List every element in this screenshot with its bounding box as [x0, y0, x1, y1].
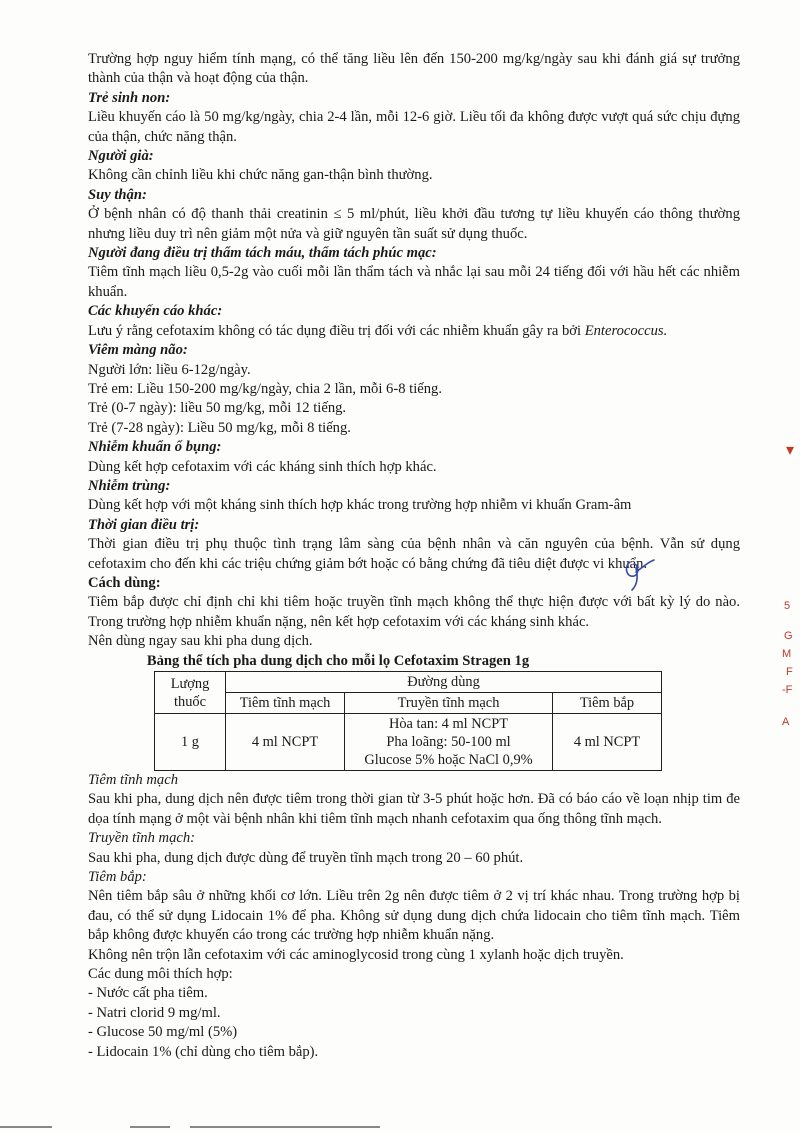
handwritten-initial-icon: [620, 556, 656, 592]
cell-iv: 4 ml NCPT: [226, 714, 345, 771]
edge-mark: F: [786, 666, 793, 678]
reconstitution-table: [154, 671, 662, 771]
section-heading: [88, 89, 740, 108]
paragraph: [88, 946, 740, 965]
paragraph-text: - Natri clorid 9 mg/ml.: [88, 1004, 221, 1021]
sub-header-iv: Tiêm tĩnh mạch: [226, 693, 345, 714]
paragraph: [88, 458, 740, 477]
infusion-line: Hòa tan: 4 ml NCPT: [388, 716, 509, 732]
cell-infusion: [345, 714, 553, 771]
infusion-line: Pha loãng: 50-100 ml: [386, 734, 511, 750]
paragraph-text: Không cần chỉnh liều khi chức năng gan-thận bình thường.: [88, 167, 433, 184]
edge-stamp-marks: [780, 442, 800, 750]
paragraph: [88, 380, 740, 399]
col-drug-header: Lượng thuốc: [155, 672, 226, 714]
infusion-line: Glucose 5% hoặc NaCl 0,9%: [364, 752, 533, 768]
edge-mark: ▾: [786, 442, 795, 459]
italic-term: Enterococcus.: [584, 322, 668, 339]
paragraph-text: - Glucose 50 mg/ml (5%): [88, 1024, 238, 1041]
section-heading: [88, 186, 740, 205]
paragraph: [88, 984, 740, 1003]
paragraph-text: Sau khi pha, dung dịch nên được tiêm trong thời gian từ 3-5 phút hoặc hơn. Đã có báo cáo về loạn nhịp tim đe dọa tính mạng ở một vài bệnh nhân khi tiêm tĩnh mạch nhanh cefotaxim qua ống thông tĩnh mạch.: [88, 791, 740, 827]
paragraph: [88, 887, 740, 945]
paragraph-text: Nên dùng ngay sau khi pha dung dịch.: [88, 633, 313, 650]
paragraph-text: Thời gian điều trị phụ thuộc tình trạng lâm sàng của bệnh nhân và căn nguyên của bệnh. Vẫn sử dụng cefotaxim cho đến khi các triệu chứng giảm bớt hoặc có bằng chứng đã tiêu diệt được vi khuẩn.: [88, 536, 740, 572]
paragraph: [88, 361, 740, 380]
section-heading: [88, 244, 740, 263]
paragraph: [88, 166, 740, 185]
paragraph-text: Liều khuyến cáo là 50 mg/kg/ngày, chia 2-4 lần, mỗi 12-6 giờ. Liều tối đa không được vượt quá sức chịu đựng của thận, chức năng thận.: [88, 109, 740, 145]
paragraph: [88, 1023, 740, 1042]
edge-mark: A: [782, 716, 790, 728]
paragraph-text: - Lidocain 1% (chỉ dùng cho tiêm bắp).: [88, 1043, 319, 1060]
paragraph: [88, 496, 740, 515]
paragraph: [88, 849, 740, 868]
col-route-header: Đường dùng: [226, 672, 662, 693]
bottom-rule: [0, 1126, 52, 1128]
sub-header-infusion: Truyền tĩnh mạch: [345, 693, 553, 714]
paragraph: [88, 593, 740, 632]
paragraph-text: Các khuyến cáo khác:: [88, 303, 223, 320]
paragraph-text: Trẻ (0-7 ngày): liều 50 mg/kg, mỗi 12 tiếng.: [88, 400, 347, 417]
paragraph-text: Dùng kết hợp với một kháng sinh thích hợp khác trong trường hợp nhiễm vi khuẩn Gram-âm: [88, 497, 632, 514]
paragraph-text: Trường hợp nguy hiểm tính mạng, có thể tăng liều lên đến 150-200 mg/kg/ngày sau khi đánh giá sự trưởng thành của thận và hoạt động của thận.: [88, 51, 740, 87]
paragraph-text: Truyền tĩnh mạch:: [88, 830, 196, 847]
paragraph-text: Người lớn: liều 6-12g/ngày.: [88, 361, 251, 378]
paragraph-text: Cách dùng:: [88, 574, 161, 591]
bottom-rule: [130, 1126, 170, 1128]
paragraph-text: Nhiễm trùng:: [88, 477, 171, 494]
cell-dose: 1 g: [155, 714, 226, 771]
cell-im: 4 ml NCPT: [553, 714, 662, 771]
paragraph: [88, 322, 740, 341]
paragraph: [88, 1043, 740, 1062]
section-heading: [88, 341, 740, 360]
bottom-rule: [190, 1126, 380, 1128]
paragraph: [88, 1004, 740, 1023]
paragraph-text: Viêm màng não:: [88, 342, 188, 359]
paragraph: [88, 263, 740, 302]
paragraph-text: Người đang điều trị thẩm tách máu, thẩm tách phúc mạc:: [88, 245, 437, 262]
section-heading: [88, 516, 740, 535]
paragraph: [88, 50, 740, 89]
section-heading: [88, 771, 740, 790]
paragraph-text: Tiêm tĩnh mạch: [88, 772, 178, 788]
administration-section: [88, 771, 740, 1062]
paragraph: [88, 965, 740, 984]
paragraph-text: Không nên trộn lẫn cefotaxim với các aminoglycosid trong cùng 1 xylanh hoặc dịch truyền.: [88, 946, 624, 963]
sub-header-im: Tiêm bắp: [553, 693, 662, 714]
paragraph: [88, 419, 740, 438]
paragraph: [88, 399, 740, 418]
paragraph-text: Trẻ em: Liều 150-200 mg/kg/ngày, chia 2 lần, mỗi 6-8 tiếng.: [88, 380, 442, 397]
paragraph-text: Dùng kết hợp cefotaxim với các kháng sinh thích hợp khác.: [88, 458, 437, 475]
paragraph-text: Nên tiêm bắp sâu ở những khối cơ lớn. Liều trên 2g nên được tiêm ở 2 vị trí khác nhau. Trong trường hợp bị đau, có thể sử dụng Lidocain 1% để pha. Không sử dụng dung dịch chứa lidocain cho tiêm tĩnh mạch. Tiêm bắp không được khuyến cáo trong các trường hợp nhiễm khuẩn nặng.: [88, 888, 740, 944]
paragraph-text: Sau khi pha, dung dịch được dùng để truyền tĩnh mạch trong 20 – 60 phút.: [88, 849, 524, 866]
section-heading: [88, 868, 740, 887]
paragraph-text: Trẻ sinh non:: [88, 89, 171, 106]
paragraph-text: Người già:: [88, 148, 154, 165]
section-heading: [88, 477, 740, 496]
paragraph-text: Tiêm tĩnh mạch liều 0,5-2g vào cuối mỗi lần thẩm tách và nhắc lại sau mỗi 24 tiếng đối với hầu hết các nhiễm khuẩn.: [88, 264, 740, 300]
paragraph-text: - Nước cất pha tiêm.: [88, 985, 208, 1002]
paragraph-text: Suy thận:: [88, 186, 147, 203]
edge-mark: 5: [784, 600, 791, 612]
edge-mark: M: [782, 648, 792, 660]
section-heading: [88, 438, 740, 457]
paragraph-text: Trẻ (7-28 ngày): Liều 50 mg/kg, mỗi 8 tiếng.: [88, 419, 351, 436]
paragraph-text: Nhiễm khuẩn ổ bụng:: [88, 439, 222, 456]
edge-mark: -F: [782, 684, 793, 696]
paragraph: [88, 790, 740, 829]
paragraph: [88, 205, 740, 244]
paragraph: [88, 632, 740, 651]
paragraph-text: Thời gian điều trị:: [88, 516, 200, 533]
paragraph-text: Tiêm bắp:: [88, 869, 147, 886]
paragraph-text: Lưu ý rằng cefotaxim không có tác dụng điều trị đối với các nhiễm khuẩn gây ra bởi: [88, 322, 582, 339]
section-heading: [88, 147, 740, 166]
paragraph-text: Ở bệnh nhân có độ thanh thải creatinin ≤ 5 ml/phút, liều khởi đầu tương tự liều khuyến cáo thông thường nhưng liều duy trì nên giảm một nửa và giữ nguyên tần suất sử dụng thuốc.: [88, 206, 740, 242]
paragraph-text: Các dung môi thích hợp:: [88, 966, 233, 983]
table-title: Bảng thể tích pha dung dịch cho mỗi lọ Cefotaxim Stragen 1g: [146, 652, 530, 669]
edge-mark: G: [784, 630, 793, 642]
section-heading: [88, 302, 740, 321]
paragraph-text: Tiêm bắp được chỉ định chỉ khi tiêm hoặc truyền tĩnh mạch không thể thực hiện được với bất kỳ lý do nào. Trong trường hợp nhiễm khuẩn nặng, nên kết hợp cefotaxim với các kháng sinh khác.: [88, 594, 740, 630]
paragraph: [88, 108, 740, 147]
section-heading: [88, 829, 740, 848]
